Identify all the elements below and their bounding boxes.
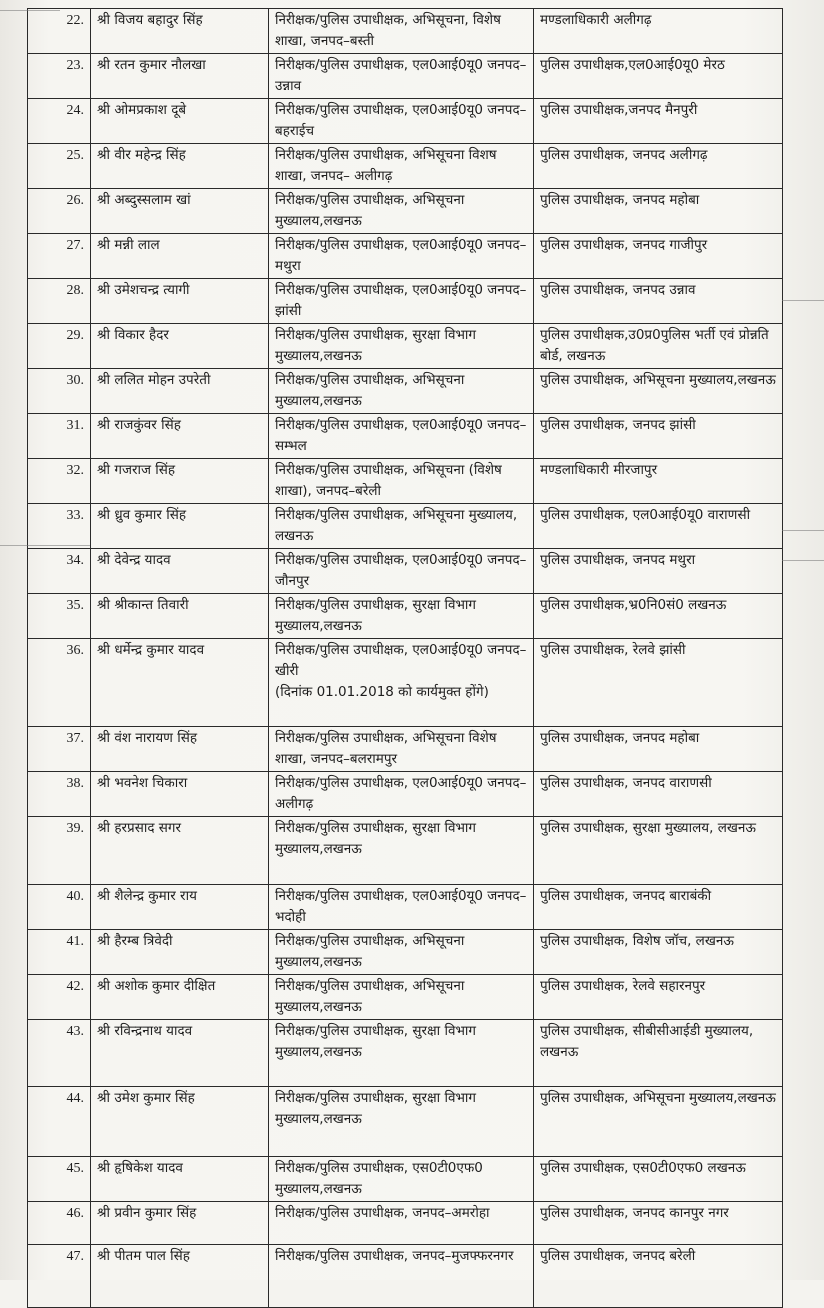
new-posting: पुलिस उपाधीक्षक, एल0आई0यू0 वाराणसी: [534, 504, 783, 549]
officer-name: श्री वंश नारायण सिंह: [91, 727, 269, 772]
officer-name: श्री प्रवीन कुमार सिंह: [91, 1202, 269, 1245]
new-posting: मण्डलाधिकारी अलीगढ़: [534, 9, 783, 54]
officer-name: श्री देवेन्द्र यादव: [91, 549, 269, 594]
table-row: [28, 772, 783, 817]
serial-number: 42.: [28, 975, 91, 1020]
serial-number: 30.: [28, 369, 91, 414]
table-row: [28, 1087, 783, 1157]
new-posting: पुलिस उपाधीक्षक,एल0आई0यू0 मेरठ: [534, 54, 783, 99]
serial-number: 24.: [28, 99, 91, 144]
serial-number: 34.: [28, 549, 91, 594]
current-posting: निरीक्षक/पुलिस उपाधीक्षक, जनपद–मुजफ्फरनगर: [269, 1245, 534, 1308]
officer-name: श्री रविन्द्रनाथ यादव: [91, 1020, 269, 1087]
current-posting-text: निरीक्षक/पुलिस उपाधीक्षक, एल0आई0यू0 जनपद–खीरी: [275, 642, 527, 679]
new-posting: पुलिस उपाधीक्षक, सीबीसीआईडी मुख्यालय, लखनऊ: [534, 1020, 783, 1087]
serial-number: 43.: [28, 1020, 91, 1087]
officer-name: श्री ओमप्रकाश दूबे: [91, 99, 269, 144]
serial-number: 37.: [28, 727, 91, 772]
officer-name: श्री हरप्रसाद सगर: [91, 817, 269, 885]
current-posting: निरीक्षक/पुलिस उपाधीक्षक, एल0आई0यू0 जनपद–सम्भल: [269, 414, 534, 459]
officer-name: श्री गजराज सिंह: [91, 459, 269, 504]
table-row: [28, 234, 783, 279]
officer-name: श्री उमेशचन्द्र त्यागी: [91, 279, 269, 324]
new-posting: पुलिस उपाधीक्षक, जनपद वाराणसी: [534, 772, 783, 817]
current-posting: [269, 639, 534, 727]
serial-number: 40.: [28, 885, 91, 930]
table-row: [28, 1202, 783, 1245]
current-posting: निरीक्षक/पुलिस उपाधीक्षक, अभिसूचना मुख्यालय, लखनऊ: [269, 504, 534, 549]
new-posting: पुलिस उपाधीक्षक, जनपद कानपुर नगर: [534, 1202, 783, 1245]
table-row: [28, 1020, 783, 1087]
new-posting: पुलिस उपाधीक्षक,जनपद मैनपुरी: [534, 99, 783, 144]
officer-name: श्री भवनेश चिकारा: [91, 772, 269, 817]
new-posting: पुलिस उपाधीक्षक, जनपद मथुरा: [534, 549, 783, 594]
new-posting: मण्डलाधिकारी मीरजापुर: [534, 459, 783, 504]
current-posting: निरीक्षक/पुलिस उपाधीक्षक, अभिसूचना मुख्यालय,लखनऊ: [269, 930, 534, 975]
table-row: [28, 9, 783, 54]
table-row: [28, 975, 783, 1020]
current-posting: निरीक्षक/पुलिस उपाधीक्षक, अभिसूचना विशेष शाखा, जनपद–बलरामपुर: [269, 727, 534, 772]
new-posting: पुलिस उपाधीक्षक, जनपद महोबा: [534, 727, 783, 772]
officer-name: श्री ध्रुव कुमार सिंह: [91, 504, 269, 549]
scan-mark: [782, 300, 824, 301]
table-row: [28, 1245, 783, 1308]
current-posting: निरीक्षक/पुलिस उपाधीक्षक, अभिसूचना (विशेष शाखा), जनपद–बरेली: [269, 459, 534, 504]
table-row: [28, 727, 783, 772]
current-posting: निरीक्षक/पुलिस उपाधीक्षक, एल0आई0यू0 जनपद–अलीगढ़: [269, 772, 534, 817]
current-posting: निरीक्षक/पुलिस उपाधीक्षक, सुरक्षा विभाग मुख्यालय,लखनऊ: [269, 324, 534, 369]
current-posting: निरीक्षक/पुलिस उपाधीक्षक, एल0आई0यू0 जनपद–मथुरा: [269, 234, 534, 279]
serial-number: 33.: [28, 504, 91, 549]
officer-name: श्री मन्नी लाल: [91, 234, 269, 279]
new-posting: पुलिस उपाधीक्षक,भ्र0नि0सं0 लखनऊ: [534, 594, 783, 639]
serial-number: 28.: [28, 279, 91, 324]
officer-name: श्री धर्मेन्द्र कुमार यादव: [91, 639, 269, 727]
table-row: [28, 369, 783, 414]
serial-number: 36.: [28, 639, 91, 727]
officer-name: श्री राजकुंवर सिंह: [91, 414, 269, 459]
officer-name: श्री श्रीकान्त तिवारी: [91, 594, 269, 639]
serial-number: 32.: [28, 459, 91, 504]
current-posting: निरीक्षक/पुलिस उपाधीक्षक, अभिसूचना मुख्यालय,लखनऊ: [269, 369, 534, 414]
scan-mark: [782, 560, 824, 561]
current-posting: निरीक्षक/पुलिस उपाधीक्षक, अभिसूचना विशष शाखा, जनपद– अलीगढ़: [269, 144, 534, 189]
serial-number: 26.: [28, 189, 91, 234]
table-row: [28, 639, 783, 727]
officer-name: श्री हृषिकेश यादव: [91, 1157, 269, 1202]
current-posting: निरीक्षक/पुलिस उपाधीक्षक, अभिसूचना मुख्यालय,लखनऊ: [269, 189, 534, 234]
table-row: [28, 99, 783, 144]
table-row: [28, 930, 783, 975]
current-posting: निरीक्षक/पुलिस उपाधीक्षक, अभिसूचना, विशेष शाखा, जनपद–बस्ती: [269, 9, 534, 54]
officer-name: श्री विकार हैदर: [91, 324, 269, 369]
serial-number: 44.: [28, 1087, 91, 1157]
serial-number: 35.: [28, 594, 91, 639]
serial-number: 39.: [28, 817, 91, 885]
serial-number: 47.: [28, 1245, 91, 1308]
officer-name: श्री विजय बहादुर सिंह: [91, 9, 269, 54]
table-row: [28, 54, 783, 99]
new-posting: पुलिस उपाधीक्षक,उ0प्र0पुलिस भर्ती एवं प्रोन्नति बोर्ड, लखनऊ: [534, 324, 783, 369]
current-posting: निरीक्षक/पुलिस उपाधीक्षक, अभिसूचना मुख्यालय,लखनऊ: [269, 975, 534, 1020]
new-posting: पुलिस उपाधीक्षक, जनपद बाराबंकी: [534, 885, 783, 930]
serial-number: 25.: [28, 144, 91, 189]
table-row: [28, 414, 783, 459]
serial-number: 46.: [28, 1202, 91, 1245]
serial-number: 45.: [28, 1157, 91, 1202]
new-posting: पुलिस उपाधीक्षक, अभिसूचना मुख्यालय,लखनऊ: [534, 1087, 783, 1157]
current-posting: निरीक्षक/पुलिस उपाधीक्षक, एल0आई0यू0 जनपद–जौनपुर: [269, 549, 534, 594]
current-posting: निरीक्षक/पुलिस उपाधीक्षक, सुरक्षा विभाग मुख्यालय,लखनऊ: [269, 1087, 534, 1157]
current-posting: निरीक्षक/पुलिस उपाधीक्षक, एस0टी0एफ0 मुख्यालय,लखनऊ: [269, 1157, 534, 1202]
transfer-table: [27, 8, 783, 1308]
serial-number: 27.: [28, 234, 91, 279]
table-row: [28, 144, 783, 189]
relieving-note: (दिनांक 01.01.2018 को कार्यमुक्त होंगे): [275, 684, 489, 700]
current-posting: निरीक्षक/पुलिस उपाधीक्षक, एल0आई0यू0 जनपद–बहराईच: [269, 99, 534, 144]
new-posting: पुलिस उपाधीक्षक, सुरक्षा मुख्यालय, लखनऊ: [534, 817, 783, 885]
new-posting: पुलिस उपाधीक्षक, रेलवे झांसी: [534, 639, 783, 727]
table-row: [28, 504, 783, 549]
current-posting: निरीक्षक/पुलिस उपाधीक्षक, सुरक्षा विभाग मुख्यालय,लखनऊ: [269, 594, 534, 639]
serial-number: 22.: [28, 9, 91, 54]
new-posting: पुलिस उपाधीक्षक, एस0टी0एफ0 लखनऊ: [534, 1157, 783, 1202]
current-posting: निरीक्षक/पुलिस उपाधीक्षक, सुरक्षा विभाग मुख्यालय,लखनऊ: [269, 817, 534, 885]
officer-name: श्री वीर महेन्द्र सिंह: [91, 144, 269, 189]
table-row: [28, 324, 783, 369]
table-row: [28, 885, 783, 930]
officer-name: श्री हैरम्ब त्रिवेदी: [91, 930, 269, 975]
table-row: [28, 1157, 783, 1202]
serial-number: 23.: [28, 54, 91, 99]
table-row: [28, 817, 783, 885]
new-posting: पुलिस उपाधीक्षक, जनपद गाजीपुर: [534, 234, 783, 279]
current-posting: निरीक्षक/पुलिस उपाधीक्षक, एल0आई0यू0 जनपद–भदोही: [269, 885, 534, 930]
officer-name: श्री शैलेन्द्र कुमार राय: [91, 885, 269, 930]
table-row: [28, 279, 783, 324]
serial-number: 41.: [28, 930, 91, 975]
table-row: [28, 549, 783, 594]
new-posting: पुलिस उपाधीक्षक, जनपद उन्नाव: [534, 279, 783, 324]
new-posting: पुलिस उपाधीक्षक, जनपद महोबा: [534, 189, 783, 234]
new-posting: पुलिस उपाधीक्षक, विशेष जॉच, लखनऊ: [534, 930, 783, 975]
table-row: [28, 594, 783, 639]
officer-name: श्री ललित मोहन उपरेती: [91, 369, 269, 414]
new-posting: पुलिस उपाधीक्षक, रेलवे सहारनपुर: [534, 975, 783, 1020]
current-posting: निरीक्षक/पुलिस उपाधीक्षक, एल0आई0यू0 जनपद–उन्नाव: [269, 54, 534, 99]
officer-name: श्री अशोक कुमार दीक्षित: [91, 975, 269, 1020]
new-posting: पुलिस उपाधीक्षक, अभिसूचना मुख्यालय,लखनऊ: [534, 369, 783, 414]
serial-number: 29.: [28, 324, 91, 369]
officer-name: श्री उमेश कुमार सिंह: [91, 1087, 269, 1157]
officer-name: श्री अब्दुस्सलाम खां: [91, 189, 269, 234]
officer-name: श्री रतन कुमार नौलखा: [91, 54, 269, 99]
new-posting: पुलिस उपाधीक्षक, जनपद अलीगढ़: [534, 144, 783, 189]
table-row: [28, 189, 783, 234]
scan-mark: [782, 530, 824, 531]
officer-name: श्री पीतम पाल सिंह: [91, 1245, 269, 1308]
serial-number: 38.: [28, 772, 91, 817]
scan-mark: [0, 545, 90, 546]
table-row: [28, 459, 783, 504]
scan-mark: [0, 10, 60, 11]
new-posting: पुलिस उपाधीक्षक, जनपद बरेली: [534, 1245, 783, 1308]
current-posting: निरीक्षक/पुलिस उपाधीक्षक, सुरक्षा विभाग मुख्यालय,लखनऊ: [269, 1020, 534, 1087]
current-posting: निरीक्षक/पुलिस उपाधीक्षक, एल0आई0यू0 जनपद–झांसी: [269, 279, 534, 324]
serial-number: 31.: [28, 414, 91, 459]
new-posting: पुलिस उपाधीक्षक, जनपद झांसी: [534, 414, 783, 459]
current-posting: निरीक्षक/पुलिस उपाधीक्षक, जनपद–अमरोहा: [269, 1202, 534, 1245]
